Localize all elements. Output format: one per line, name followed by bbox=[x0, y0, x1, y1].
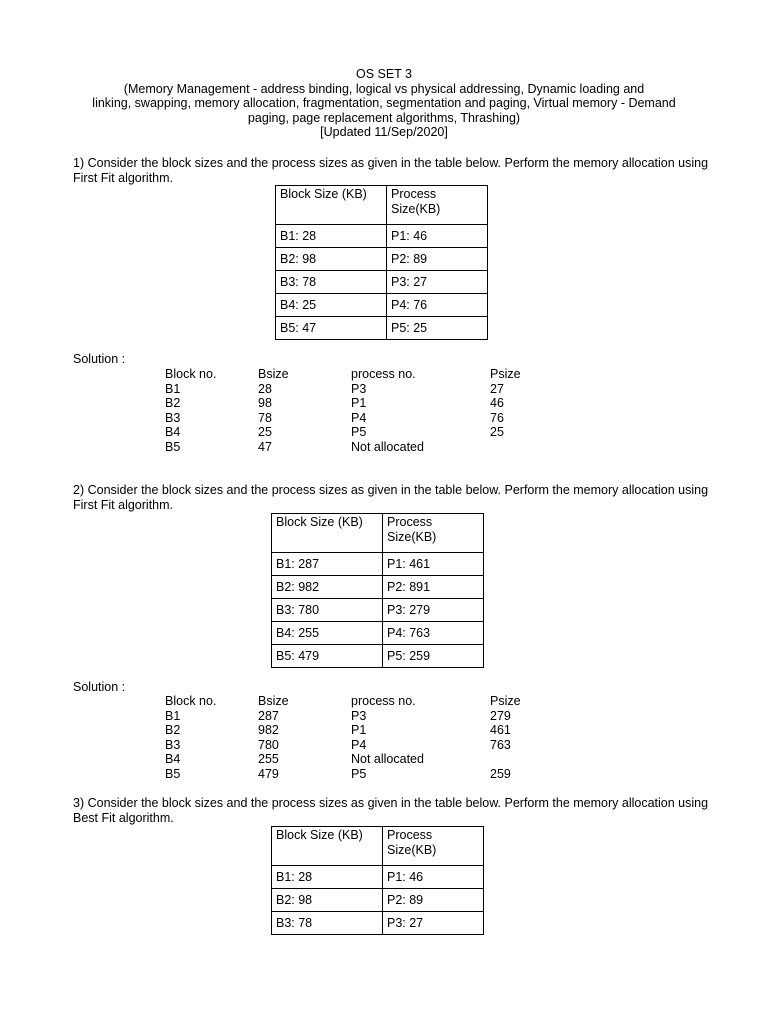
table-row bbox=[272, 622, 484, 645]
question-1-text: 1) Consider the block sizes and the process sizes as given in the table below. Perform the memory allocation using First Fit algorithm. bbox=[73, 156, 709, 185]
solution-cell: 287 bbox=[258, 708, 279, 723]
solution-cell: 98 bbox=[258, 396, 272, 411]
solution-header-cell: Psize bbox=[490, 694, 521, 708]
table-cell: P3: 279 bbox=[383, 599, 484, 622]
solution-cell: B4 bbox=[165, 752, 181, 767]
solution-cell: 982 bbox=[258, 723, 279, 738]
solution-cell: B3 bbox=[165, 737, 181, 752]
table-row bbox=[272, 599, 484, 622]
document-title: OS SET 3 bbox=[355, 67, 413, 81]
table-header-cell: Process Size(KB) bbox=[383, 514, 484, 553]
table-header-cell: Block Size (KB) bbox=[272, 827, 383, 866]
solution-cell: P5 bbox=[351, 425, 367, 440]
solution-cell: 78 bbox=[258, 410, 272, 425]
header-line: (Memory Management - address binding, logical vs physical addressing, Dynamic loading and bbox=[123, 81, 645, 96]
table-row bbox=[272, 576, 484, 599]
table-header-cell: Process Size(KB) bbox=[383, 827, 484, 866]
table-cell: B2: 98 bbox=[272, 889, 383, 912]
table-row bbox=[276, 248, 488, 271]
table-cell: P3: 27 bbox=[387, 271, 488, 294]
solution-cell: Not allocated bbox=[351, 752, 424, 767]
table-cell: B5: 47 bbox=[276, 317, 387, 340]
table-row bbox=[272, 912, 484, 935]
solution-cell: B5 bbox=[165, 766, 181, 781]
solution-header-cell: process no. bbox=[351, 694, 416, 708]
solution-cell: B1 bbox=[165, 708, 181, 723]
table-cell: P5: 25 bbox=[387, 317, 488, 340]
table-cell: P5: 259 bbox=[383, 645, 484, 668]
table-cell: B1: 28 bbox=[272, 866, 383, 889]
table-cell: P2: 89 bbox=[387, 248, 488, 271]
table-cell: P1: 46 bbox=[383, 866, 484, 889]
solution-cell: P5 bbox=[351, 766, 367, 781]
table-cell: P1: 461 bbox=[383, 553, 484, 576]
table-cell: B4: 25 bbox=[276, 294, 387, 317]
table-cell: B4: 255 bbox=[272, 622, 383, 645]
solution-cell: 255 bbox=[258, 752, 279, 767]
solution-cell: P1 bbox=[351, 723, 367, 738]
solution-cell: 279 bbox=[490, 708, 511, 723]
solution-cell: B2 bbox=[165, 723, 181, 738]
table-cell: B5: 479 bbox=[272, 645, 383, 668]
solution-cell: Not allocated bbox=[351, 439, 424, 454]
table-row bbox=[276, 294, 488, 317]
table-cell: B3: 78 bbox=[276, 271, 387, 294]
solution-header-cell: process no. bbox=[351, 367, 416, 381]
table-row bbox=[272, 553, 484, 576]
question-3-text: 3) Consider the block sizes and the process sizes as given in the table below. Perform the memory allocation using Best Fit algorithm. bbox=[73, 796, 709, 825]
solution-cell: B2 bbox=[165, 396, 181, 411]
table-cell: P4: 763 bbox=[383, 622, 484, 645]
question-2-table bbox=[271, 513, 484, 668]
solution-header-cell: Block no. bbox=[165, 694, 217, 708]
solution-header-cell: Psize bbox=[490, 367, 521, 381]
solution-cell: 47 bbox=[258, 439, 272, 454]
solution-cell: 27 bbox=[490, 381, 504, 396]
solution-cell: P3 bbox=[351, 708, 367, 723]
solution-cell: 76 bbox=[490, 410, 504, 425]
table-row bbox=[272, 889, 484, 912]
solution-cell: P4 bbox=[351, 410, 367, 425]
solution-header-cell: Block no. bbox=[165, 367, 217, 381]
table-cell: P2: 89 bbox=[383, 889, 484, 912]
table-cell: P1: 46 bbox=[387, 225, 488, 248]
table-row bbox=[276, 271, 488, 294]
solution-cell: 28 bbox=[258, 381, 272, 396]
solution-cell: 259 bbox=[490, 766, 511, 781]
table-cell: B3: 78 bbox=[272, 912, 383, 935]
table-row bbox=[276, 225, 488, 248]
solution-cell: P4 bbox=[351, 737, 367, 752]
document-header bbox=[60, 67, 708, 140]
solution-header-cell: Bsize bbox=[258, 367, 289, 381]
solution-cell: 780 bbox=[258, 737, 279, 752]
solution-cell: 479 bbox=[258, 766, 279, 781]
solution-cell: 46 bbox=[490, 396, 504, 411]
table-row bbox=[276, 317, 488, 340]
table-cell: B3: 780 bbox=[272, 599, 383, 622]
table-header-cell: Block Size (KB) bbox=[276, 186, 387, 225]
solution-cell: B4 bbox=[165, 425, 181, 440]
solution-header-cell: Bsize bbox=[258, 694, 289, 708]
solution-cell: 461 bbox=[490, 723, 511, 738]
solution-cell: B5 bbox=[165, 439, 181, 454]
header-date: [Updated 11/Sep/2020] bbox=[320, 125, 448, 140]
solution-cell: P1 bbox=[351, 396, 367, 411]
table-row bbox=[272, 866, 484, 889]
table-header-cell: Block Size (KB) bbox=[272, 514, 383, 553]
solution-cell: P3 bbox=[351, 381, 367, 396]
solution-cell: B3 bbox=[165, 410, 181, 425]
solution-cell: 763 bbox=[490, 737, 511, 752]
table-cell: B2: 982 bbox=[272, 576, 383, 599]
header-line: linking, swapping, memory allocation, fragmentation, segmentation and paging, Virtual memory - Demand bbox=[92, 96, 676, 111]
solution-cell: 25 bbox=[490, 425, 504, 440]
solution-cell: B1 bbox=[165, 381, 181, 396]
table-cell: P4: 76 bbox=[387, 294, 488, 317]
table-cell: P2: 891 bbox=[383, 576, 484, 599]
header-line: paging, page replacement algorithms, Thrashing) bbox=[247, 110, 521, 125]
table-cell: B1: 287 bbox=[272, 553, 383, 576]
table-header-cell: Process Size(KB) bbox=[387, 186, 488, 225]
solution-label: Solution : bbox=[73, 352, 126, 366]
solution-cell: 25 bbox=[258, 425, 272, 440]
question-1-table bbox=[275, 185, 488, 340]
table-cell: B1: 28 bbox=[276, 225, 387, 248]
question-3-table bbox=[271, 826, 484, 935]
table-cell: B2: 98 bbox=[276, 248, 387, 271]
table-row bbox=[272, 645, 484, 668]
table-cell: P3: 27 bbox=[383, 912, 484, 935]
solution-label: Solution : bbox=[73, 680, 126, 694]
question-2-text: 2) Consider the block sizes and the process sizes as given in the table below. Perform the memory allocation using First Fit algorithm. bbox=[73, 483, 709, 512]
